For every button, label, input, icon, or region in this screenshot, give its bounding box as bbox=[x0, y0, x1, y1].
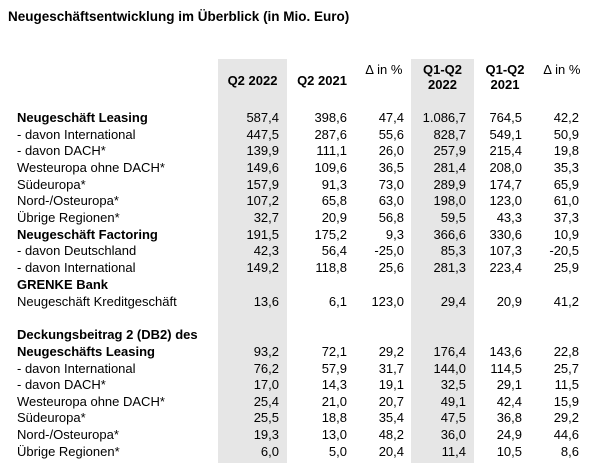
cell-value: 281,3 bbox=[433, 260, 466, 275]
cell-value: 6,1 bbox=[328, 294, 347, 309]
cell-value: 10,9 bbox=[553, 227, 579, 242]
column-header-q1q2-2022 bbox=[411, 62, 474, 92]
cell-value: 828,7 bbox=[433, 127, 466, 142]
cell-value: 43,3 bbox=[496, 210, 522, 225]
cell-value: 76,2 bbox=[253, 361, 279, 376]
cell-value: 114,5 bbox=[490, 361, 522, 376]
cell-value: 17,0 bbox=[253, 377, 279, 392]
column-header-label: Q2 2021 bbox=[297, 73, 347, 88]
cell-value: 13,0 bbox=[321, 427, 347, 442]
cell-value: 25,4 bbox=[253, 394, 279, 409]
cell-value: 73,0 bbox=[378, 177, 404, 192]
cell-value: 36,0 bbox=[440, 427, 466, 442]
cell-value: 47,5 bbox=[440, 410, 466, 425]
table-row bbox=[0, 260, 614, 276]
cell-value: 65,8 bbox=[321, 193, 347, 208]
row-label: Südeuropa* bbox=[17, 410, 86, 425]
table-row bbox=[0, 160, 614, 176]
column-header-label: 2022 bbox=[428, 77, 457, 92]
cell-value: 143,6 bbox=[489, 344, 522, 359]
cell-value: 157,9 bbox=[246, 177, 279, 192]
row-label: Westeuropa ohne DACH* bbox=[17, 160, 165, 175]
cell-value: 32,5 bbox=[440, 377, 466, 392]
column-header-label: 2021 bbox=[490, 77, 520, 92]
cell-value: 31,7 bbox=[378, 361, 404, 376]
cell-value: 287,6 bbox=[314, 127, 347, 142]
cell-value: 19,3 bbox=[253, 427, 279, 442]
row-label: Deckungsbeitrag 2 (DB2) des bbox=[17, 327, 198, 342]
cell-value: 37,3 bbox=[553, 210, 579, 225]
row-label: Nord-/Osteuropa* bbox=[17, 427, 119, 442]
cell-value: 398,6 bbox=[314, 110, 347, 125]
table-row bbox=[0, 227, 614, 243]
table-row bbox=[0, 193, 614, 209]
table-row bbox=[0, 327, 614, 343]
table-row bbox=[0, 143, 614, 159]
cell-value: 587,4 bbox=[246, 110, 279, 125]
column-header-q1q2-2021 bbox=[474, 62, 536, 92]
cell-value: 5,0 bbox=[328, 444, 347, 459]
row-label: Übrige Regionen* bbox=[17, 444, 120, 459]
cell-value: 32,7 bbox=[253, 210, 279, 225]
column-header-label: Q2 2022 bbox=[227, 73, 278, 88]
cell-value: 208,0 bbox=[489, 160, 522, 175]
table-row bbox=[0, 210, 614, 226]
cell-value: 42,3 bbox=[253, 243, 279, 258]
cell-value: 144,0 bbox=[433, 361, 466, 376]
cell-value: 20,9 bbox=[321, 210, 347, 225]
column-header-q2-2021 bbox=[287, 73, 357, 88]
cell-value: 13,6 bbox=[253, 294, 279, 309]
cell-value: 29,2 bbox=[553, 410, 579, 425]
row-label: Südeuropa* bbox=[17, 177, 86, 192]
cell-value: 8,6 bbox=[560, 444, 579, 459]
cell-value: 29,1 bbox=[496, 377, 522, 392]
cell-value: 41,2 bbox=[553, 294, 579, 309]
cell-value: 72,1 bbox=[321, 344, 347, 359]
cell-value: 123,0 bbox=[371, 294, 404, 309]
cell-value: 50,9 bbox=[553, 127, 579, 142]
cell-value: 59,5 bbox=[440, 210, 466, 225]
cell-value: 191,5 bbox=[246, 227, 279, 242]
page-title: Neugeschäftsentwicklung im Überblick (in Mio. Euro) bbox=[8, 9, 350, 24]
cell-value: 139,9 bbox=[246, 143, 279, 158]
cell-value: 109,6 bbox=[314, 160, 347, 175]
cell-value: 20,7 bbox=[378, 394, 404, 409]
cell-value: 289,9 bbox=[433, 177, 466, 192]
cell-value: 281,4 bbox=[433, 160, 466, 175]
cell-value: 24,9 bbox=[496, 427, 522, 442]
cell-value: 257,9 bbox=[433, 143, 466, 158]
table-row bbox=[0, 177, 614, 193]
column-header-label: Q1-Q2 bbox=[422, 62, 462, 77]
cell-value: 25,5 bbox=[253, 410, 279, 425]
row-label: - davon International bbox=[17, 127, 136, 142]
cell-value: 93,2 bbox=[253, 344, 279, 359]
row-label: Westeuropa ohne DACH* bbox=[17, 394, 165, 409]
cell-value: 14,3 bbox=[321, 377, 347, 392]
cell-value: 47,4 bbox=[378, 110, 404, 125]
cell-value: 21,0 bbox=[321, 394, 347, 409]
table-row bbox=[0, 444, 614, 460]
cell-value: 447,5 bbox=[246, 127, 279, 142]
cell-value: 9,3 bbox=[385, 227, 404, 242]
cell-value: 36,8 bbox=[496, 410, 522, 425]
cell-value: 22,8 bbox=[553, 344, 579, 359]
cell-value: 11,4 bbox=[441, 444, 466, 459]
row-label: - davon DACH* bbox=[17, 143, 106, 158]
table-row bbox=[0, 127, 614, 143]
row-label: Neugeschäft Kreditgeschäft bbox=[17, 294, 177, 309]
column-header-q2-2022 bbox=[218, 73, 287, 88]
table-row bbox=[0, 377, 614, 393]
cell-value: 25,7 bbox=[553, 361, 579, 376]
row-label: - davon Deutschland bbox=[17, 243, 137, 258]
cell-value: 91,3 bbox=[321, 177, 347, 192]
cell-value: 174,7 bbox=[489, 177, 522, 192]
cell-value: 56,8 bbox=[378, 210, 404, 225]
cell-value: 20,9 bbox=[496, 294, 522, 309]
row-label: GRENKE Bank bbox=[17, 277, 109, 292]
cell-value: 35,4 bbox=[378, 410, 404, 425]
cell-value: 44,6 bbox=[553, 427, 579, 442]
cell-value: -20,5 bbox=[549, 243, 579, 258]
column-header-label: ∆ in % bbox=[365, 62, 403, 77]
row-label: Übrige Regionen* bbox=[17, 210, 120, 225]
cell-value: 19,1 bbox=[378, 377, 404, 392]
table-row bbox=[0, 344, 614, 360]
cell-value: 55,6 bbox=[378, 127, 404, 142]
cell-value: 175,2 bbox=[314, 227, 347, 242]
cell-value: 42,4 bbox=[496, 394, 522, 409]
cell-value: 63,0 bbox=[378, 193, 404, 208]
cell-value: 6,0 bbox=[260, 444, 279, 459]
cell-value: 42,2 bbox=[553, 110, 579, 125]
cell-value: 198,0 bbox=[433, 193, 466, 208]
cell-value: 25,9 bbox=[553, 260, 579, 275]
row-label: Neugeschäfts Leasing bbox=[17, 344, 155, 359]
cell-value: 111,1 bbox=[316, 143, 347, 158]
table-row bbox=[0, 394, 614, 410]
cell-value: 61,0 bbox=[553, 193, 579, 208]
cell-value: 85,3 bbox=[440, 243, 466, 258]
cell-value: 149,2 bbox=[246, 260, 279, 275]
cell-value: 215,4 bbox=[489, 143, 522, 158]
cell-value: 19,8 bbox=[553, 143, 579, 158]
cell-value: 123,0 bbox=[489, 193, 522, 208]
cell-value: 20,4 bbox=[378, 444, 404, 459]
cell-value: 118,8 bbox=[315, 260, 347, 275]
cell-value: 15,9 bbox=[553, 394, 579, 409]
cell-value: 107,2 bbox=[246, 193, 279, 208]
row-label: Nord-/Osteuropa* bbox=[17, 193, 119, 208]
cell-value: 29,4 bbox=[440, 294, 466, 309]
cell-value: 10,5 bbox=[496, 444, 522, 459]
table-row bbox=[0, 410, 614, 426]
table-row bbox=[0, 277, 614, 293]
cell-value: 25,6 bbox=[378, 260, 404, 275]
cell-value: 57,9 bbox=[321, 361, 347, 376]
column-header-label: ∆ in % bbox=[543, 62, 581, 77]
cell-value: 35,3 bbox=[553, 160, 579, 175]
cell-value: 48,2 bbox=[378, 427, 404, 442]
cell-value: 1.086,7 bbox=[422, 110, 466, 125]
cell-value: 330,6 bbox=[489, 227, 522, 242]
cell-value: 11,5 bbox=[554, 377, 579, 392]
row-label: - davon DACH* bbox=[17, 377, 106, 392]
column-header-delta-h1 bbox=[536, 62, 588, 77]
table-row bbox=[0, 294, 614, 310]
cell-value: 149,6 bbox=[246, 160, 279, 175]
table-row bbox=[0, 361, 614, 377]
cell-value: 549,1 bbox=[489, 127, 522, 142]
column-header-label: Q1-Q2 bbox=[485, 62, 525, 77]
row-label: Neugeschäft Leasing bbox=[17, 110, 148, 125]
cell-value: 36,5 bbox=[378, 160, 404, 175]
cell-value: 764,5 bbox=[489, 110, 522, 125]
cell-value: 366,6 bbox=[433, 227, 466, 242]
cell-value: 18,8 bbox=[321, 410, 347, 425]
row-label: - davon International bbox=[17, 361, 136, 376]
cell-value: 49,1 bbox=[440, 394, 466, 409]
table-row bbox=[0, 243, 614, 259]
cell-value: 65,9 bbox=[553, 177, 579, 192]
table-row bbox=[0, 110, 614, 126]
table-row bbox=[0, 427, 614, 443]
row-label: Neugeschäft Factoring bbox=[17, 227, 158, 242]
cell-value: -25,0 bbox=[374, 243, 404, 258]
cell-value: 107,3 bbox=[489, 243, 522, 258]
column-header-delta-q2 bbox=[358, 62, 410, 77]
cell-value: 223,4 bbox=[489, 260, 522, 275]
cell-value: 56,4 bbox=[321, 243, 347, 258]
row-label: - davon International bbox=[17, 260, 136, 275]
cell-value: 29,2 bbox=[378, 344, 404, 359]
cell-value: 26,0 bbox=[378, 143, 404, 158]
cell-value: 176,4 bbox=[433, 344, 466, 359]
